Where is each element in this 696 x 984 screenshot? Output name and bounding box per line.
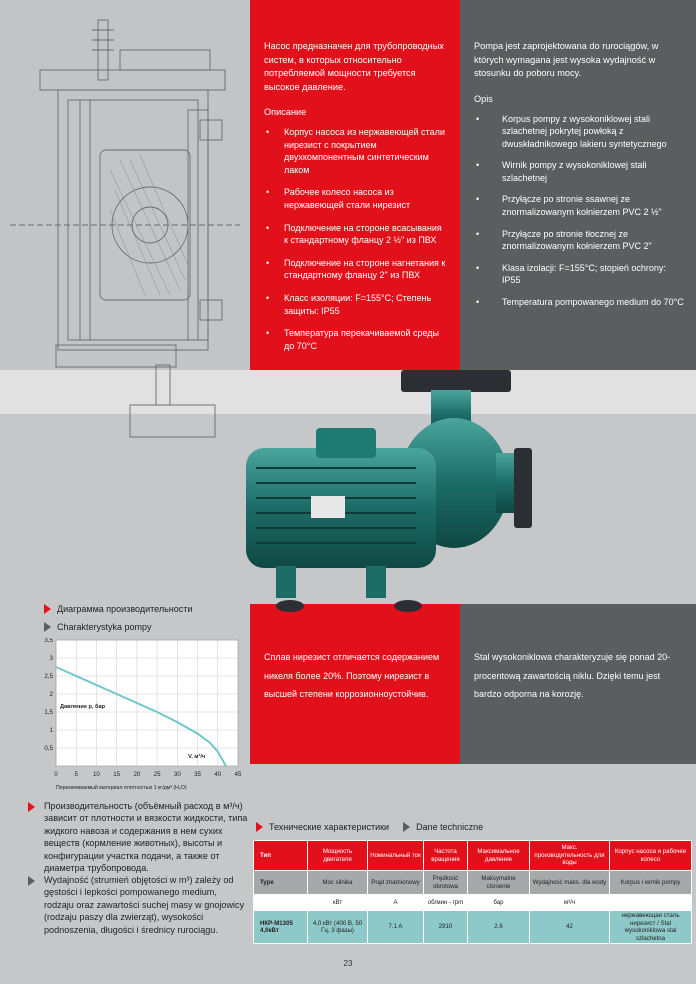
table-cell: Макс. производительность для воды [530,841,610,871]
table-cell: Максимальное давление [468,841,530,871]
gray-arrow-icon [28,876,35,886]
table-cell: 2,6 [468,911,530,944]
y-tick-label: 1 [49,727,53,734]
chart-heading-pl [44,622,152,632]
y-tick-label: 3 [49,655,53,662]
intro-text-pl: Pompa jest zaprojektowana do rurociągów, w których wymagana jest wysoka wydajność w stosunku do poboru mocy. [474,41,659,78]
y-tick-label: 1,5 [44,709,53,716]
red-arrow-icon [28,802,35,812]
table-cell: Type [254,871,308,895]
table-cell: бар [468,895,530,911]
x-tick-label: 10 [92,771,100,778]
x-tick-label: 20 [133,771,141,778]
performance-chart [30,638,252,800]
y-tick-label: 2,5 [44,673,53,680]
page-number: 23 [343,959,353,968]
description-heading-pl: Opis [474,93,493,104]
table-cell: нержавеющая сталь нирезист / Stal wysokoniklowa stal szlachetna [610,911,692,944]
table-header-row-pl [254,871,692,895]
spec-table [253,840,692,944]
alloy-note-pl: Stal wysokoniklowa charakteryzuje się ponad 20-procentową zawartością niklu. Dzięki temu jest bardzo odporna na korozję. [474,652,671,699]
chart-heading-ru-text: Диаграмма производительности [57,604,193,614]
list-item: • Рабочее колесо насоса из нержавеющей стали нирезист [264,186,446,211]
table-heading [256,822,483,832]
red-arrow-icon [44,604,51,614]
description-panel-ru [250,0,460,370]
y-tick-label: 2 [49,691,53,698]
table-cell: A [368,895,424,911]
table-cell: Moc silnika [308,871,368,895]
feature-list-pl [474,113,684,309]
paragraph-pl [44,874,249,936]
alloy-note-ru: Сплав нирезист отличается содержанием никеля более 20%. Поэтому нирезист в высшей степени коррозионноустойчив. [264,652,440,699]
list-item: • Przyłącze po stronie ssawnej ze znormalizowanym kołnierzem PVC 2 ½" [474,193,684,218]
pump-cross-section-drawing [0,0,250,440]
chart-heading-pl-text: Charakterystyka pompy [57,622,152,632]
y-tick-label: 3,5 [44,638,53,644]
gray-arrow-icon [403,822,410,832]
list-item: • Подключение на стороне нагнетания к стандартному фланцу 2" из ПВХ [264,257,446,282]
list-item: • Подключение на стороне всасывания к стандартному фланцу 2 ½" из ПВХ [264,222,446,247]
chart-footnote: Перекачиваемый материал плотностью 1 кг/дм³ (H₂O) [56,785,187,791]
list-item: • Класс изоляции: F=155°C; Степень защиты: IP55 [264,292,446,317]
paragraph-ru [44,800,249,874]
table-units-row [254,895,692,911]
y-tick-label: 0,5 [44,745,53,752]
table-cell: Мощность двигателя [308,841,368,871]
x-tick-label: 15 [113,771,121,778]
table-cell: 2910 [424,911,468,944]
list-item: • Температура перекачиваемой среды до 70°C [264,327,446,352]
list-item: • Klasa izolacji: F=155°C; stopień ochrony: IP55 [474,262,684,287]
x-tick-label: 30 [173,771,181,778]
x-tick-label: 0 [54,771,58,778]
table-cell: кВт [308,895,368,911]
description-heading-ru: Описание [264,107,307,117]
x-axis-label: V, м³/ч [188,754,206,760]
feature-list-ru [264,126,446,352]
table-header-row-ru [254,841,692,871]
pump-photo [226,368,536,638]
y-axis-label: Давление р, бар [60,704,106,710]
description-panel-pl [460,0,696,370]
table-cell: Korpus i wirnik pompy [610,871,692,895]
table-cell: 7.1 A [368,911,424,944]
table-heading-ru: Технические характеристики [269,822,390,832]
table-cell: Wydajność maks. dla wody [530,871,610,895]
list-item: • Temperatura pompowanego medium do 70°C [474,296,684,309]
list-item: • Корпус насоса из нержавеющей стали нирезист с покрытием двухкомпонентным синтетическим лаком [264,126,446,176]
table-cell: Номинальный ток [368,841,424,871]
table-cell: м³/ч [530,895,610,911]
table-cell: 4,0 кВт (400 В, 50 Гц, 3 фазы) [308,911,368,944]
x-tick-label: 40 [214,771,222,778]
x-tick-label: 35 [194,771,202,778]
x-tick-label: 25 [153,771,161,778]
paragraph-pl-text: Wydajność (strumień objętości w m³) zależy od gęstości i lepkości pompowanego medium, rodzaju oraz zawartości suchej masy w gnojowicy (rodzaju paszy dla zwierząt), wysokości podnoszenia, długości i średnicy rurociągu. [44,875,245,935]
intro-text-ru: Насос предназначен для трубопроводных систем, в которых относительно потребляемой мощности требуется высокое давление. [264,41,444,92]
table-cell: Частота вращения [424,841,468,871]
table-cell: НКР-М1305 4,0кВт [254,911,308,944]
plot-area [56,640,238,766]
table-cell: Тип [254,841,308,871]
table-heading-pl: Dane techniczne [416,822,484,832]
x-tick-label: 5 [74,771,78,778]
table-cell: об/мин - rpm [424,895,468,911]
x-tick-label: 45 [234,771,242,778]
chart-heading-ru [44,604,192,614]
table-cell: Maksymalne ciśnienie [468,871,530,895]
table-cell [610,895,692,911]
table-cell: 42 [530,911,610,944]
table-row [254,911,692,944]
list-item: • Wirnik pompy z wysokoniklowej stali szlachetnej [474,159,684,184]
table-cell: Корпус насоса и рабочее колесо [610,841,692,871]
table-cell: Prąd znamionowy [368,871,424,895]
red-arrow-icon [256,822,263,832]
gray-arrow-icon [44,622,51,632]
table-cell [254,895,308,911]
table-cell: Prędkość obrotowa [424,871,468,895]
list-item: • Korpus pompy z wysokoniklowej stali szlachetnej pokrytej powłoką z dwuskładnikowego lakieru syntetycznego [474,113,684,151]
paragraph-ru-text: Производительность (объёмный расход в м³/ч) зависит от плотности и вязкости жидкости, типа жидкого навоза и содержания в нем сухих веществ (кормление животных), высоты и конфигурации участка подачи, а также от диаметра трубопровода. [44,801,248,874]
list-item: • Przyłącze po stronie tłocznej ze znormalizowanym kołnierzem PVC 2" [474,228,684,253]
